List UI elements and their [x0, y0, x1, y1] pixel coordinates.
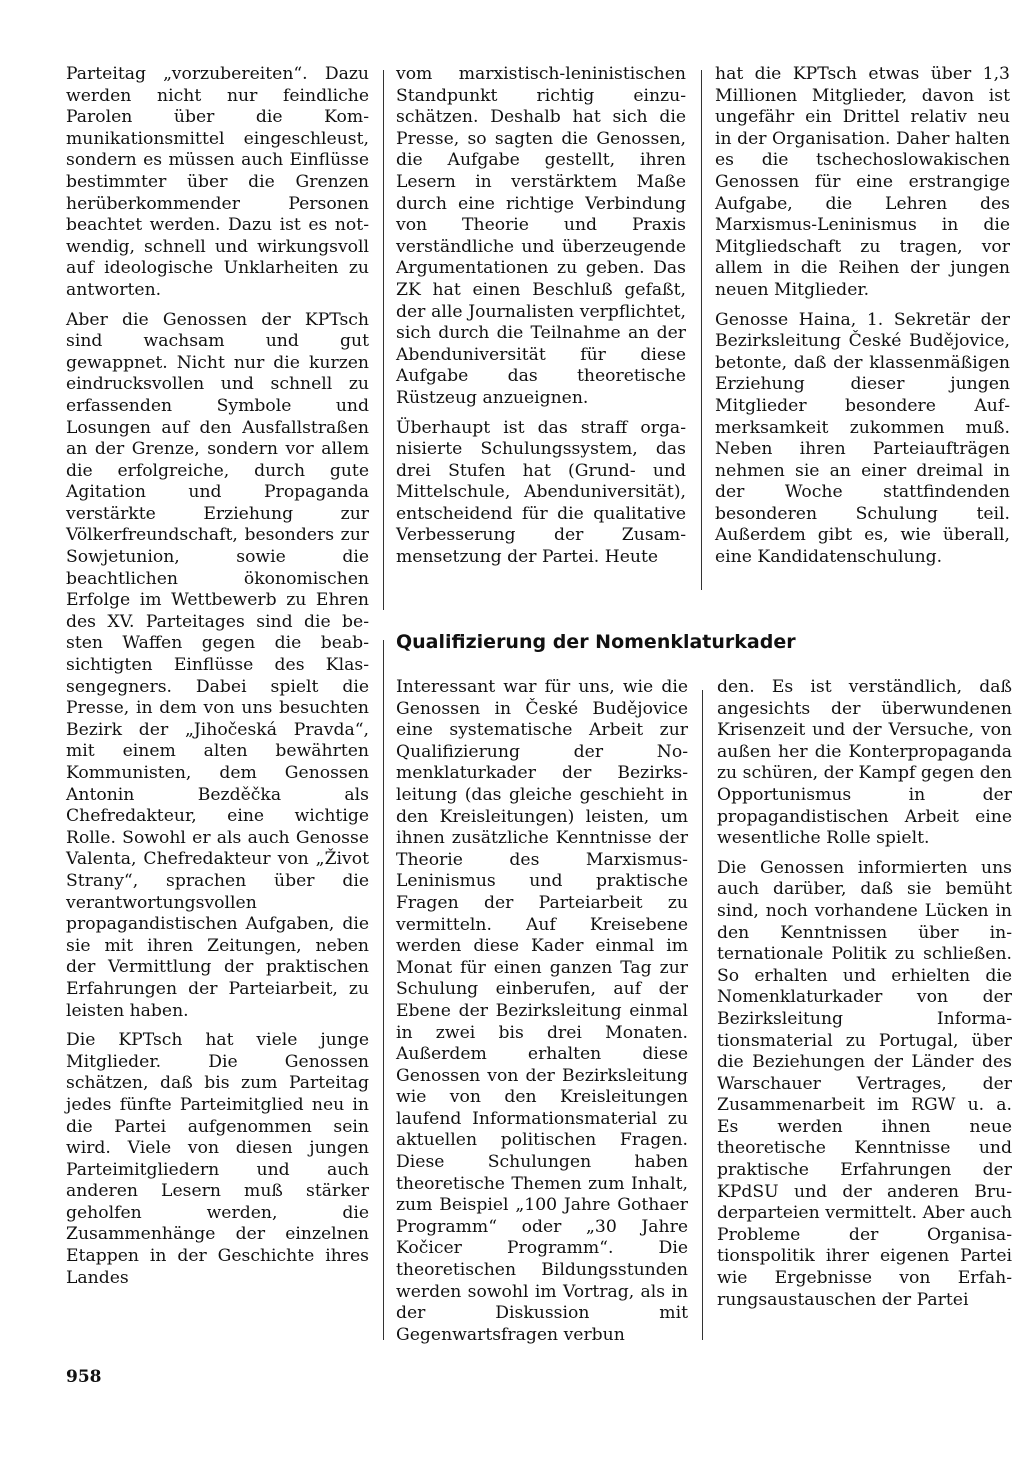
article-column-5: [717, 677, 1012, 1319]
paragraph: Aber die Genossen der KPTsch sind wachsam und gut gewappnet. Nicht nur die kurzen eindrucksvollen und schnell zu erfassenden Symbole und Losungen auf den Ausfallstraßen an der Grenze, sondern vor allem die erfolgreiche, durch gute Agitation und Propaganda verstärkte Erziehung zur Völkerfreundschaft, besonders zur Sowjetunion, sowie die beachtlichen ökonomischen Erfolge im Wettbewerb zu Ehren des XV. Parteitages sind die besten Waffen gegen die beabsichtigten Einflüsse des Klassengegners. Dabei spielt die Presse, in dem von uns besuchten Bezirk der „Jihočeská Pravda“, mit einem alten bewährten Kommunisten, dem Genossen Antonin Bezděčka als Chefredakteur, eine wichtige Rolle. Sowohl er als auch Genosse Valenta, Chefredakteur von „Život Strany“, sprachen über die verantwortungsvollen propagandistischen Aufgaben, die sie mit ihren Zeitungen, neben der Vermittlung der praktischen Erfahrungen der Parteiarbeit, zu leisten haben.: [66, 309, 369, 1021]
paragraph: hat die KPTsch etwas über 1,3 Millionen Mitglieder, davon ist ungefähr ein Drittel relativ neu in der Organisation. Daher halten es die tschechoslowakischen Genossen für eine erstrangige Aufgabe, die Lehren des Marxismus-Leninismus in die Mitgliedschaft zu tragen, vor allem in die Reihen der jungen neuen Mitglieder.: [715, 64, 1010, 300]
paragraph: Die KPTsch hat viele junge Mitglieder. Die Genossen schätzen, daß bis zum Parteitag jedes fünfte Parteimitglied neu in die Partei aufgenommen sein wird. Viele von diesen jungen Parteimitgliedern und auch anderen Lesern muß stärker geholfen werden, die Zusammenhänge der einzelnen Etappen in der Geschichte ihres Landes: [66, 1030, 369, 1288]
article-column-4: [396, 677, 688, 1354]
column-rule: [383, 70, 384, 610]
paragraph: Die Genossen informierten uns auch darüber, daß sie bemüht sind, noch vorhandene Lücken in den Kenntnissen über internationale Politik zu schließen. So erhalten und erhielten die Nomenklaturkader von der Bezirksleitung Informationsmaterial zu Portugal, über die Beziehungen der Länder des Warschauer Vertrages, der Zusammenarbeit im RGW u. a. Es werden ihnen neue theoretische Kenntnisse und praktische Erfahrungen der KPdSU und der anderen Bruderparteien vermittelt. Aber auch Probleme der Organisationspolitik ihrer eigenen Partei wie Ergebnisse von Erfahrungsaustauschen der Partei: [717, 857, 1012, 1310]
article-column-2: [396, 64, 686, 577]
paragraph: Genosse Haina, 1. Sekretär der Bezirksleitung České Budějovice, betonte, daß der klassenmäßigen Erziehung dieser jungen Mitglieder besondere Aufmerksamkeit zukommen muß. Neben ihren Parteiaufträgen nehmen sie an einer dreimal in der Woche stattfindenden besonderen Schulung teil. Außerdem gibt es, wie überall, eine Kandidatenschulung.: [715, 309, 1010, 568]
paragraph: vom marxistisch-leninistischen Standpunkt richtig einzuschätzen. Deshalb hat sich die Presse, so sagten die Genossen, die Aufgabe gestellt, ihren Lesern in verstärktem Maße durch eine richtige Verbindung von Theorie und Praxis verständliche und überzeugende Argumentationen zu geben. Das ZK hat einen Beschluß gefaßt, der alle Journalisten verpflichtet, sich durch die Teilnahme an der Abenduniversität für diese Aufgabe das theoretische Rüstzeug anzueignen.: [396, 64, 686, 408]
section-heading: Qualifizierung der Nomenklaturkader: [396, 631, 796, 653]
paragraph: Parteitag „vorzubereiten“. Dazu werden nicht nur feindliche Parolen über die Kommunikationsmittel eingeschleust, sondern es müssen auch Einflüsse bestimmter über die Grenzen herüberkommender Personen beachtet werden. Dazu ist es notwendig, schnell und wirkungsvoll auf ideologische Unklarheiten zu antworten.: [66, 64, 369, 300]
article-column-3: [715, 64, 1010, 577]
paragraph: den. Es ist verständlich, daß angesichts der überwundenen Krisenzeit und der Versuche, von außen her die Konterpropaganda zu schüren, der Kampf gegen den Opportunismus in der propagandistischen Arbeit eine wesentliche Rolle spielt.: [717, 677, 1012, 849]
column-rule: [701, 70, 702, 590]
column-rule: [702, 690, 703, 1340]
paragraph: Überhaupt ist das straff organisierte Schulungssystem, das drei Stufen hat (Grund- und Mittelschule, Abenduniversität), entscheidend für die qualitative Verbesserung der Zusammensetzung der Partei. Heute: [396, 417, 686, 568]
article-column-1: [66, 64, 369, 1297]
page-number: 958: [66, 1367, 102, 1387]
paragraph: Interessant war für uns, wie die Genossen in České Budějovice eine systematische Arbeit zur Qualifizierung der Nomenklaturkader der Bezirksleitung (das gleiche geschieht in den Kreisleitungen) leisten, um ihnen zusätzliche Kenntnisse der Theorie des Marxismus-Leninismus und praktische Fragen der Parteiarbeit zu vermitteln. Auf Kreisebene werden diese Kader einmal im Monat für einen ganzen Tag zur Schulung einberufen, auf der Ebene der Bezirksleitung einmal in zwei bis drei Monaten. Außerdem erhalten diese Genossen von der Bezirksleitung wie von den Kreisleitungen laufend Informationsmaterial zu aktuellen politischen Fragen. Diese Schulungen haben theoretische Themen zum Inhalt, zum Beispiel „100 Jahre Gothaer Programm“ oder „30 Jahre Kočicer Programm“. Die theoretischen Bildungsstunden werden sowohl im Vortrag, als in der Diskussion mit Gegenwartsfragen verbun: [396, 677, 688, 1345]
column-rule: [383, 640, 384, 1340]
